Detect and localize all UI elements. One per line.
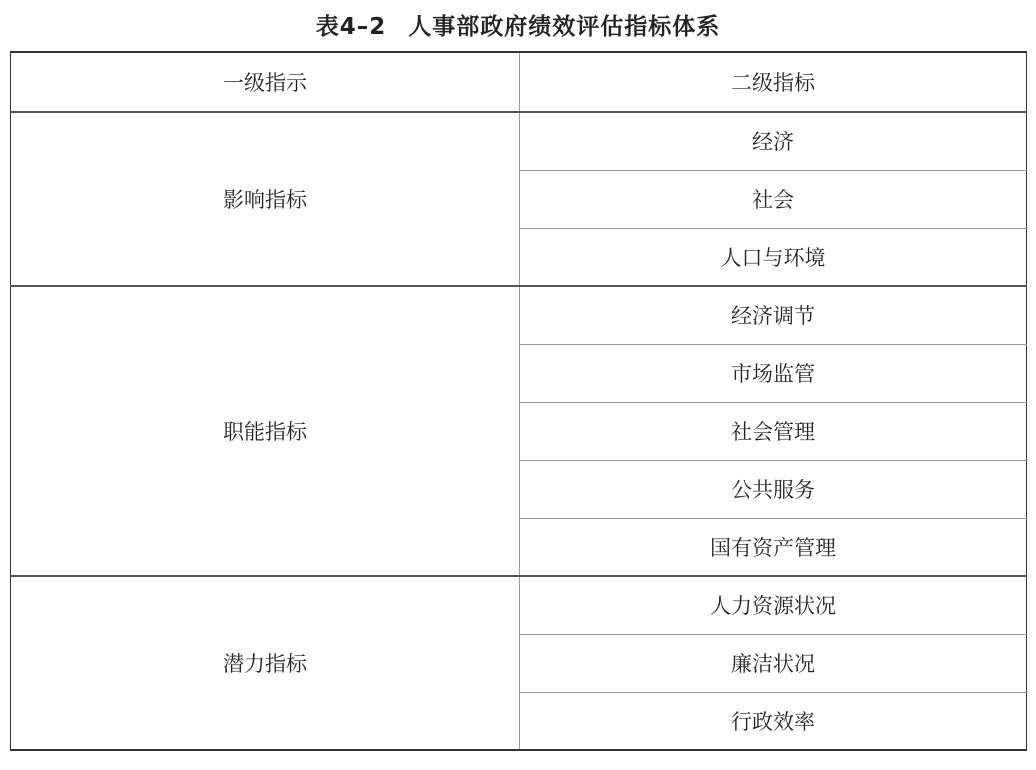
table-number: 表4–2 — [315, 14, 387, 40]
table-row — [11, 576, 1027, 634]
header-level1: 一级指示 — [11, 52, 520, 112]
header-level2: 二级指标 — [520, 52, 1027, 112]
indicator-table — [10, 51, 1027, 751]
level2-cell: 廉洁状况 — [520, 634, 1027, 692]
level1-cell-function: 职能指标 — [11, 286, 520, 576]
level2-cell: 经济调节 — [520, 286, 1027, 344]
table-title: 人事部政府绩效评估指标体系 — [408, 14, 721, 40]
level2-cell: 人口与环境 — [520, 228, 1027, 286]
table-row — [11, 286, 1027, 344]
level1-cell-impact: 影响指标 — [11, 112, 520, 286]
level2-cell: 社会管理 — [520, 402, 1027, 460]
level2-cell: 经济 — [520, 112, 1027, 170]
table-header-row — [11, 52, 1027, 112]
level2-cell: 公共服务 — [520, 460, 1027, 518]
table-row — [11, 112, 1027, 170]
level2-cell: 行政效率 — [520, 692, 1027, 750]
level2-cell: 国有资产管理 — [520, 518, 1027, 576]
level2-cell: 社会 — [520, 170, 1027, 228]
table-caption — [0, 8, 1036, 41]
level1-cell-potential: 潜力指标 — [11, 576, 520, 750]
level2-cell: 人力资源状况 — [520, 576, 1027, 634]
level2-cell: 市场监管 — [520, 344, 1027, 402]
